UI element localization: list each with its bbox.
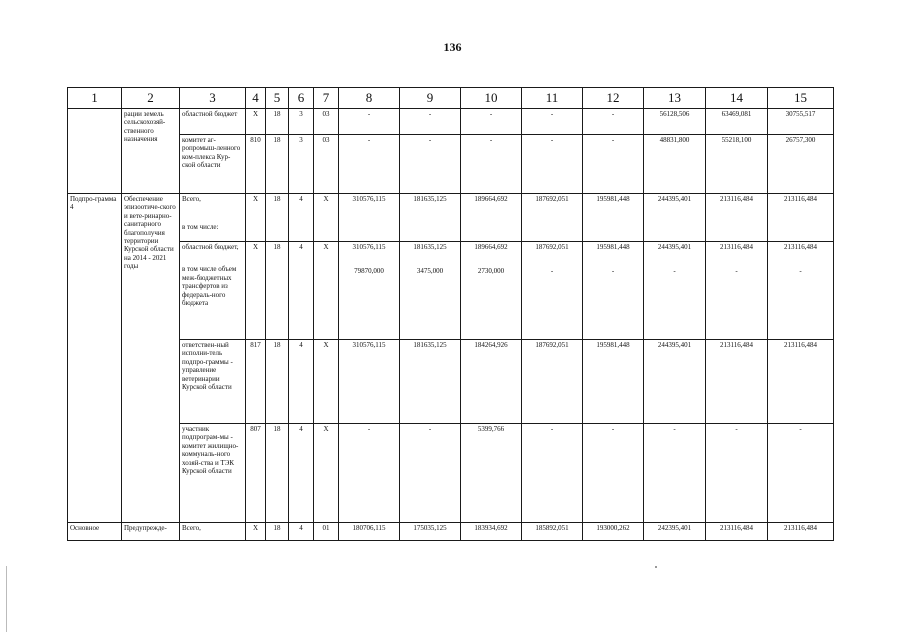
cell-value: 244395,401	[644, 340, 706, 424]
cell-col6: 4	[289, 424, 314, 523]
page-number: 136	[443, 40, 462, 54]
cell-value: 185892,051	[522, 523, 583, 541]
cell-value: 213116,484	[706, 523, 768, 541]
cell-col6: 3	[289, 135, 314, 194]
value-regional: 310576,115	[352, 243, 386, 251]
cell-value: 184264,926	[461, 340, 522, 424]
value-federal: -	[735, 267, 738, 276]
cell-col4: 807	[246, 424, 266, 523]
cell-value: -	[522, 109, 583, 135]
cell-value: 189664,692	[461, 194, 522, 242]
table-row	[68, 109, 834, 135]
source-federal-label: в том числе объем меж-бюджетных трансфертов из федераль-ного бюджета	[182, 265, 237, 307]
cell-col6: 4	[289, 242, 314, 340]
cell-value: 181635,125	[400, 194, 461, 242]
cell-source	[180, 242, 246, 340]
cell-col4: Х	[246, 109, 266, 135]
cell-col5: 18	[266, 109, 289, 135]
cell-source	[180, 194, 246, 242]
cell-source: Всего,	[180, 523, 246, 541]
cell-value: 63469,081	[706, 109, 768, 135]
cell-activity: Предупрежде-	[122, 523, 180, 541]
cell-col5: 18	[266, 340, 289, 424]
table-row	[68, 523, 834, 541]
budget-table	[67, 87, 834, 541]
cell-value: -	[339, 424, 400, 523]
header-cell: 3	[180, 88, 246, 109]
cell-value: 310576,115	[339, 340, 400, 424]
value-federal: 79870,000	[354, 267, 384, 276]
cell-value	[339, 242, 400, 340]
cell-value	[583, 242, 644, 340]
cell-value: 187692,051	[522, 340, 583, 424]
cell-value: -	[583, 135, 644, 194]
source-including-label: в том числе:	[182, 223, 219, 232]
scan-artifact-line	[6, 566, 7, 632]
cell-activity: Обеспечение эпизоотиче-ского и вете-ринарно-санитарного благополучия территории Курской области на 2014 - 2021 годы	[122, 194, 180, 523]
cell-value: 195981,448	[583, 340, 644, 424]
cell-value: 26757,300	[768, 135, 834, 194]
header-cell: 12	[583, 88, 644, 109]
value-federal: -	[799, 267, 802, 276]
cell-col4: Х	[246, 523, 266, 541]
cell-value	[644, 242, 706, 340]
cell-col4: Х	[246, 242, 266, 340]
cell-col6: 4	[289, 340, 314, 424]
cell-col4: Х	[246, 194, 266, 242]
header-cell: 1	[68, 88, 122, 109]
header-cell: 9	[400, 88, 461, 109]
cell-col7: Х	[314, 194, 339, 242]
cell-value: -	[339, 109, 400, 135]
cell-value: -	[706, 424, 768, 523]
header-cell: 13	[644, 88, 706, 109]
cell-value: -	[400, 109, 461, 135]
cell-value	[461, 242, 522, 340]
cell-col4: 817	[246, 340, 266, 424]
value-regional: 187692,051	[535, 243, 569, 251]
cell-value: -	[644, 424, 706, 523]
cell-value: 242395,401	[644, 523, 706, 541]
cell-col7: 03	[314, 135, 339, 194]
cell-col6: 4	[289, 194, 314, 242]
cell-value: -	[522, 424, 583, 523]
source-total-label: Всего,	[182, 195, 201, 203]
header-cell: 6	[289, 88, 314, 109]
cell-col5: 18	[266, 194, 289, 242]
table-row	[68, 424, 834, 523]
cell-value: 193000,262	[583, 523, 644, 541]
value-federal: -	[611, 267, 615, 276]
cell-value: 310576,115	[339, 194, 400, 242]
cell-value: 175035,125	[400, 523, 461, 541]
cell-value	[768, 242, 834, 340]
cell-value: 180706,115	[339, 523, 400, 541]
cell-program: Подпро-грамма 4	[68, 194, 122, 523]
cell-source: комитет аг-ропромыш-ленного ком-плекса Кур-ской области	[180, 135, 246, 194]
cell-source: участник подпрограм-мы - комитет жилищно-коммуналь-ного хозяй-ства и ТЭК Курской области	[180, 424, 246, 523]
cell-value: -	[522, 135, 583, 194]
header-cell: 15	[768, 88, 834, 109]
table-row	[68, 135, 834, 194]
cell-col7: 01	[314, 523, 339, 541]
value-regional: 181635,125	[413, 243, 447, 251]
cell-value: 5399,766	[461, 424, 522, 523]
cell-value: -	[400, 424, 461, 523]
cell-program: Основное	[68, 523, 122, 541]
cell-value: 56128,506	[644, 109, 706, 135]
cell-program	[68, 109, 122, 194]
cell-value: -	[768, 424, 834, 523]
cell-col5: 18	[266, 523, 289, 541]
cell-col7: Х	[314, 424, 339, 523]
cell-value: 48831,800	[644, 135, 706, 194]
header-cell: 11	[522, 88, 583, 109]
cell-col5: 18	[266, 135, 289, 194]
value-regional: 244395,401	[657, 243, 692, 251]
header-cell: 2	[122, 88, 180, 109]
cell-col7: 03	[314, 109, 339, 135]
cell-value: 195981,448	[583, 194, 644, 242]
value-regional: 213116,484	[784, 243, 817, 251]
cell-source: областной бюджет	[180, 109, 246, 135]
value-federal: 2730,000	[477, 267, 505, 276]
cell-value: -	[461, 109, 522, 135]
cell-value: 213116,484	[768, 523, 834, 541]
cell-col5: 18	[266, 424, 289, 523]
cell-value	[400, 242, 461, 340]
cell-value: -	[583, 109, 644, 135]
value-regional: 213116,484	[720, 243, 753, 251]
cell-value: 187692,051	[522, 194, 583, 242]
value-federal: -	[550, 267, 554, 276]
cell-col6: 3	[289, 109, 314, 135]
table-row	[68, 340, 834, 424]
table-row	[68, 194, 834, 242]
cell-col6: 4	[289, 523, 314, 541]
cell-col5: 18	[266, 242, 289, 340]
cell-value: -	[583, 424, 644, 523]
cell-col7: Х	[314, 340, 339, 424]
cell-col4: 810	[246, 135, 266, 194]
header-cell: 14	[706, 88, 768, 109]
cell-value: 183934,692	[461, 523, 522, 541]
cell-source: ответствен-ный исполни-тель подпро-граммы - управление ветеринарии Курской области	[180, 340, 246, 424]
cell-value: 213116,484	[768, 194, 834, 242]
cell-activity: рации земель сельскохозяй-ственного назначения	[122, 109, 180, 194]
header-cell: 8	[339, 88, 400, 109]
value-regional: 189664,692	[474, 243, 508, 251]
value-federal: 3475,000	[416, 267, 444, 276]
header-cell: 10	[461, 88, 522, 109]
cell-value: 213116,484	[706, 194, 768, 242]
header-cell: 4	[246, 88, 266, 109]
cell-value: 30755,517	[768, 109, 834, 135]
cell-value	[706, 242, 768, 340]
header-cell: 5	[266, 88, 289, 109]
cell-value: -	[339, 135, 400, 194]
cell-value: -	[400, 135, 461, 194]
cell-value: 55218,100	[706, 135, 768, 194]
cell-value: 213116,484	[768, 340, 834, 424]
table-row	[68, 242, 834, 340]
cell-value	[522, 242, 583, 340]
cell-value: -	[461, 135, 522, 194]
cell-value: 244395,401	[644, 194, 706, 242]
value-federal: -	[673, 267, 676, 276]
header-row	[68, 88, 834, 109]
source-regional-label: областной бюджет,	[182, 243, 239, 251]
value-regional: 195981,448	[596, 243, 630, 251]
cell-value: 213116,484	[706, 340, 768, 424]
cell-value: 181635,125	[400, 340, 461, 424]
scan-artifact-dot	[655, 566, 657, 568]
header-cell: 7	[314, 88, 339, 109]
cell-col7: Х	[314, 242, 339, 340]
